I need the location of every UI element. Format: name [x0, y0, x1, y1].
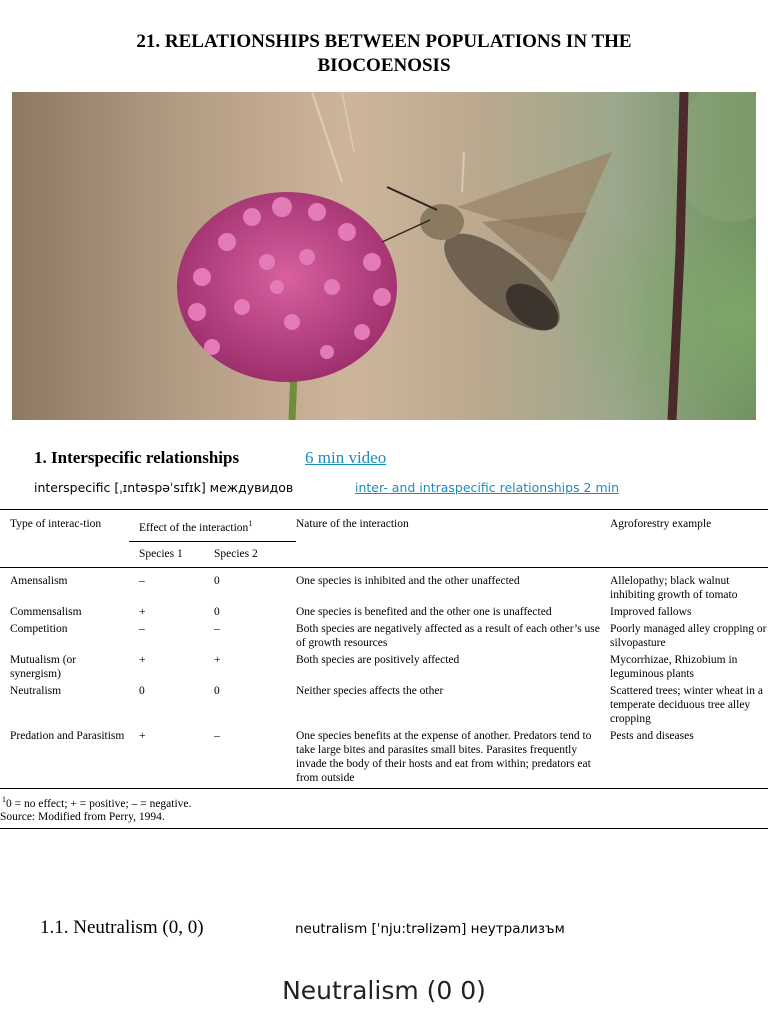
header-nature: Nature of the interaction: [296, 518, 409, 530]
cell-species2: –: [214, 622, 220, 635]
cell-type: Mutualism (or synergism): [10, 653, 77, 680]
header-species1: Species 1: [139, 547, 183, 560]
table-footnote: [0, 788, 768, 824]
cell-species1: 0: [139, 684, 145, 697]
cell-example: Allelopathy; black walnut inhibiting growth of tomato: [610, 567, 768, 605]
header-example: Agroforestry example: [610, 518, 712, 530]
cell-species2: 0: [214, 684, 220, 697]
cell-species1: –: [139, 622, 145, 635]
table-row: [0, 653, 768, 684]
page-title: [40, 30, 728, 78]
cell-type: Predation and Parasitism: [10, 729, 125, 742]
cell-nature: Both species are negatively affected as a result of each other’s use of growth resources: [296, 622, 600, 649]
term-neutralism: neutralism [ˈnju:trəlizəm] неутрализъм: [295, 921, 565, 937]
cell-example: Mycorrhizae, Rhizobium in leguminous plants: [610, 653, 738, 680]
cell-nature: Neither species affects the other: [296, 684, 444, 697]
cell-species1: +: [139, 729, 146, 742]
section-heading-neutralism: 1.1. Neutralism (0, 0): [40, 917, 204, 938]
cell-type: Amensalism: [0, 567, 129, 605]
page-title-line1: 21. RELATIONSHIPS BETWEEN POPULATIONS IN THE: [136, 31, 632, 52]
video-link[interactable]: 6 min video: [305, 448, 387, 467]
table-row: [0, 622, 768, 653]
table-row: [0, 684, 768, 729]
table-row: [0, 729, 768, 788]
cell-type: Commensalism: [10, 605, 82, 618]
interaction-table-wrapper: [0, 509, 768, 829]
cell-species2: 0: [214, 567, 296, 605]
cell-species1: +: [139, 605, 146, 618]
table-bottom-rule: [0, 828, 768, 829]
cell-nature: Both species are positively affected: [296, 653, 460, 666]
cell-type: Competition: [10, 622, 68, 635]
cell-nature: One species is benefited and the other one is unaffected: [296, 605, 552, 618]
footnote-text: $^1$0 = no effect; + = positive; – = negative.: [2, 794, 192, 810]
relationships-video-link[interactable]: inter- and intraspecific relationships 2 min: [355, 480, 620, 495]
header-species2: Species 2: [214, 547, 258, 560]
photo-illustration: [12, 92, 756, 420]
cell-example: Improved fallows: [610, 605, 692, 618]
cell-species1: +: [139, 653, 146, 666]
cell-nature: One species is inhibited and the other unaffected: [296, 567, 610, 605]
table-row: [0, 605, 768, 622]
section-heading-interspecific: 1. Interspecific relationships: [34, 448, 240, 467]
cell-example: Scattered trees; winter wheat in a temperate deciduous tree alley cropping: [610, 684, 763, 725]
cell-species1: –: [129, 567, 214, 605]
slide-title-neutralism: Neutralism (0 0): [282, 976, 486, 1005]
cell-example: Poorly managed alley cropping or silvopasture: [610, 622, 767, 649]
cell-species2: +: [214, 653, 221, 666]
cell-nature: One species benefits at the expense of another. Predators tend to take large bites and parasites small bites. Parasites frequently invade the body of their hosts and eat from within; predators eat from outside: [296, 729, 592, 784]
term-interspecific: interspecific [ˌɪntəspəˈsɪfɪk] междувидов: [34, 480, 294, 495]
interaction-table: [0, 509, 768, 788]
header-type: Type of interac-tion: [10, 518, 102, 530]
cell-species2: –: [214, 729, 220, 742]
moth-flower-photo: [12, 92, 756, 420]
header-effect: Effect of the interaction$^1$: [129, 510, 296, 542]
cell-example: Pests and diseases: [610, 729, 694, 742]
cell-species2: 0: [214, 605, 220, 618]
cell-type: Neutralism: [10, 684, 62, 697]
table-row: [0, 567, 768, 605]
page-title-line2: BIOCOENOSIS: [317, 55, 451, 76]
source-text: Source: Modified from Perry, 1994.: [0, 810, 165, 823]
